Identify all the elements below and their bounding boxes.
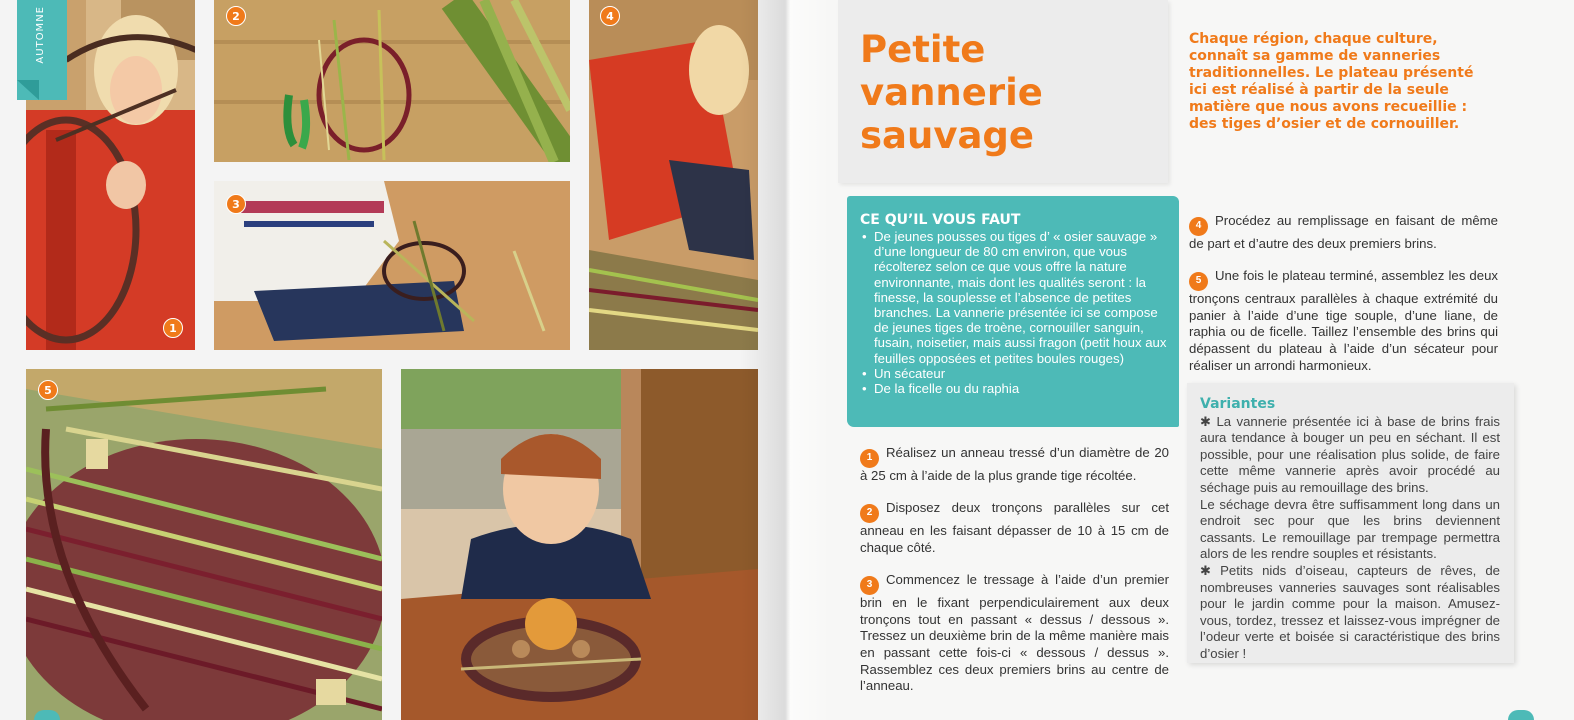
decorative-ornament — [1508, 710, 1534, 720]
steps-column-right — [1189, 213, 1498, 390]
step-badge: 4 — [600, 6, 620, 26]
step-number: 3 — [860, 576, 879, 595]
intro-text: Chaque région, chaque culture, connaît sa gamme de vanneries traditionnelles. Le plateau présenté ici est réalisé à partir de la seule matière que nous avons recueillie : des tiges d’osier et de cornouiller. — [1189, 31, 1474, 132]
step-badge: 1 — [163, 318, 183, 338]
decorative-ornament — [34, 710, 60, 720]
step-text: Disposez deux tronçons parallèles sur cet anneau en les faisant dépasser de 10 à 15 cm de chaque côté. — [860, 500, 1169, 555]
photo-2 — [214, 0, 570, 162]
supplies-title: CE QU’IL VOUS FAUT — [860, 212, 1021, 228]
page-gutter — [740, 0, 830, 720]
step-badge: 2 — [226, 6, 246, 26]
step-4 — [1189, 213, 1498, 252]
step-number: 2 — [860, 504, 879, 523]
variants-paragraph: ✱ La vannerie présentée ici à base de brins frais aura tendance à bouger un peu en séchant. Il est possible, pour une réalisation plus solide, de faire cette même vannerie après avoir procédé au séchage puis au remouillage des brins. — [1200, 413, 1500, 495]
photo-3 — [214, 181, 570, 350]
step-text: Commencez le tressage à l’aide d’un premier brin en le fixant perpendiculairement aux deux tronçons tout en passant « dessus / dessous ». Tressez un deuxième brin de la même manière mais en passant cette fois-ci « dessous / dessus ». Rassemblez ces deux premiers brins au centre de l’anneau. — [860, 572, 1169, 694]
step-text: Réalisez un anneau tressé d’un diamètre de 20 à 25 cm à l’aide de la plus grande tige récoltée. — [860, 445, 1169, 483]
season-label: AUTOMNE — [35, 6, 46, 64]
photo-5 — [26, 369, 382, 720]
photo-4 — [589, 0, 758, 350]
variants-box — [1187, 383, 1514, 663]
steps-column-left — [860, 445, 1169, 711]
step-text: Procédez au remplissage en faisant de même de part et d’autre des deux premiers brins. — [1189, 213, 1498, 251]
step-1 — [860, 445, 1169, 484]
variants-title: Variantes — [1200, 396, 1276, 412]
step-badge: 5 — [38, 380, 58, 400]
step-2 — [860, 500, 1169, 556]
supplies-box — [847, 196, 1179, 427]
step-number: 1 — [860, 449, 879, 468]
supplies-item: • Un sécateur — [860, 366, 1167, 381]
supplies-item: • De la ficelle ou du raphia — [860, 381, 1167, 396]
step-text: Une fois le plateau terminé, assemblez les deux tronçons centraux parallèles à chaque extrémité du panier à l’aide d’une tige souple, d’une liane, de raphia ou de ficelle. Taillez l’ensemble des brins qui dépassent du plateau à l’aide d’un sécateur pour réaliser un arrondi harmonieux. — [1189, 268, 1498, 373]
photo-6 — [401, 369, 758, 720]
step-number: 4 — [1189, 217, 1208, 236]
variants-paragraph: Le séchage devra être suffisamment long dans un endroit sec pour que les brins deviennent cassants. Le remouillage par trempage permettra alors de les rendre souples et résistants. — [1200, 496, 1500, 562]
step-3 — [860, 572, 1169, 694]
step-number: 5 — [1189, 272, 1208, 291]
variants-paragraph: ✱ Petits nids d’oiseau, capteurs de rêves, de nombreuses vanneries sauvages sont réalisables pour le jardin comme pour la maison. Amusez-vous, tordez, tressez et laissez-vous imprégner de l’odeur verte et boisée si caractéristique des brins d’osier ! — [1200, 562, 1500, 661]
supplies-list — [860, 229, 1167, 396]
corner-fold — [17, 80, 39, 100]
step-5 — [1189, 268, 1498, 374]
supplies-item: • De jeunes pousses ou tiges d’ « osier sauvage » d’une longueur de 80 cm environ, que vous récolterez selon ce que vous offre la nature environnante, mais dont les qualités seront : la finesse, la souplesse et l’absence de petites branches. La vannerie présentée ici se compose de jeunes tiges de troène, cornouiller sanguin, fusain, noisetier, mais aussi fragon (petit houx aux feuilles opposées et petites boules rouges) — [860, 229, 1167, 366]
page-title: Petite vannerie sauvage — [860, 28, 1043, 157]
step-badge: 3 — [226, 194, 246, 214]
